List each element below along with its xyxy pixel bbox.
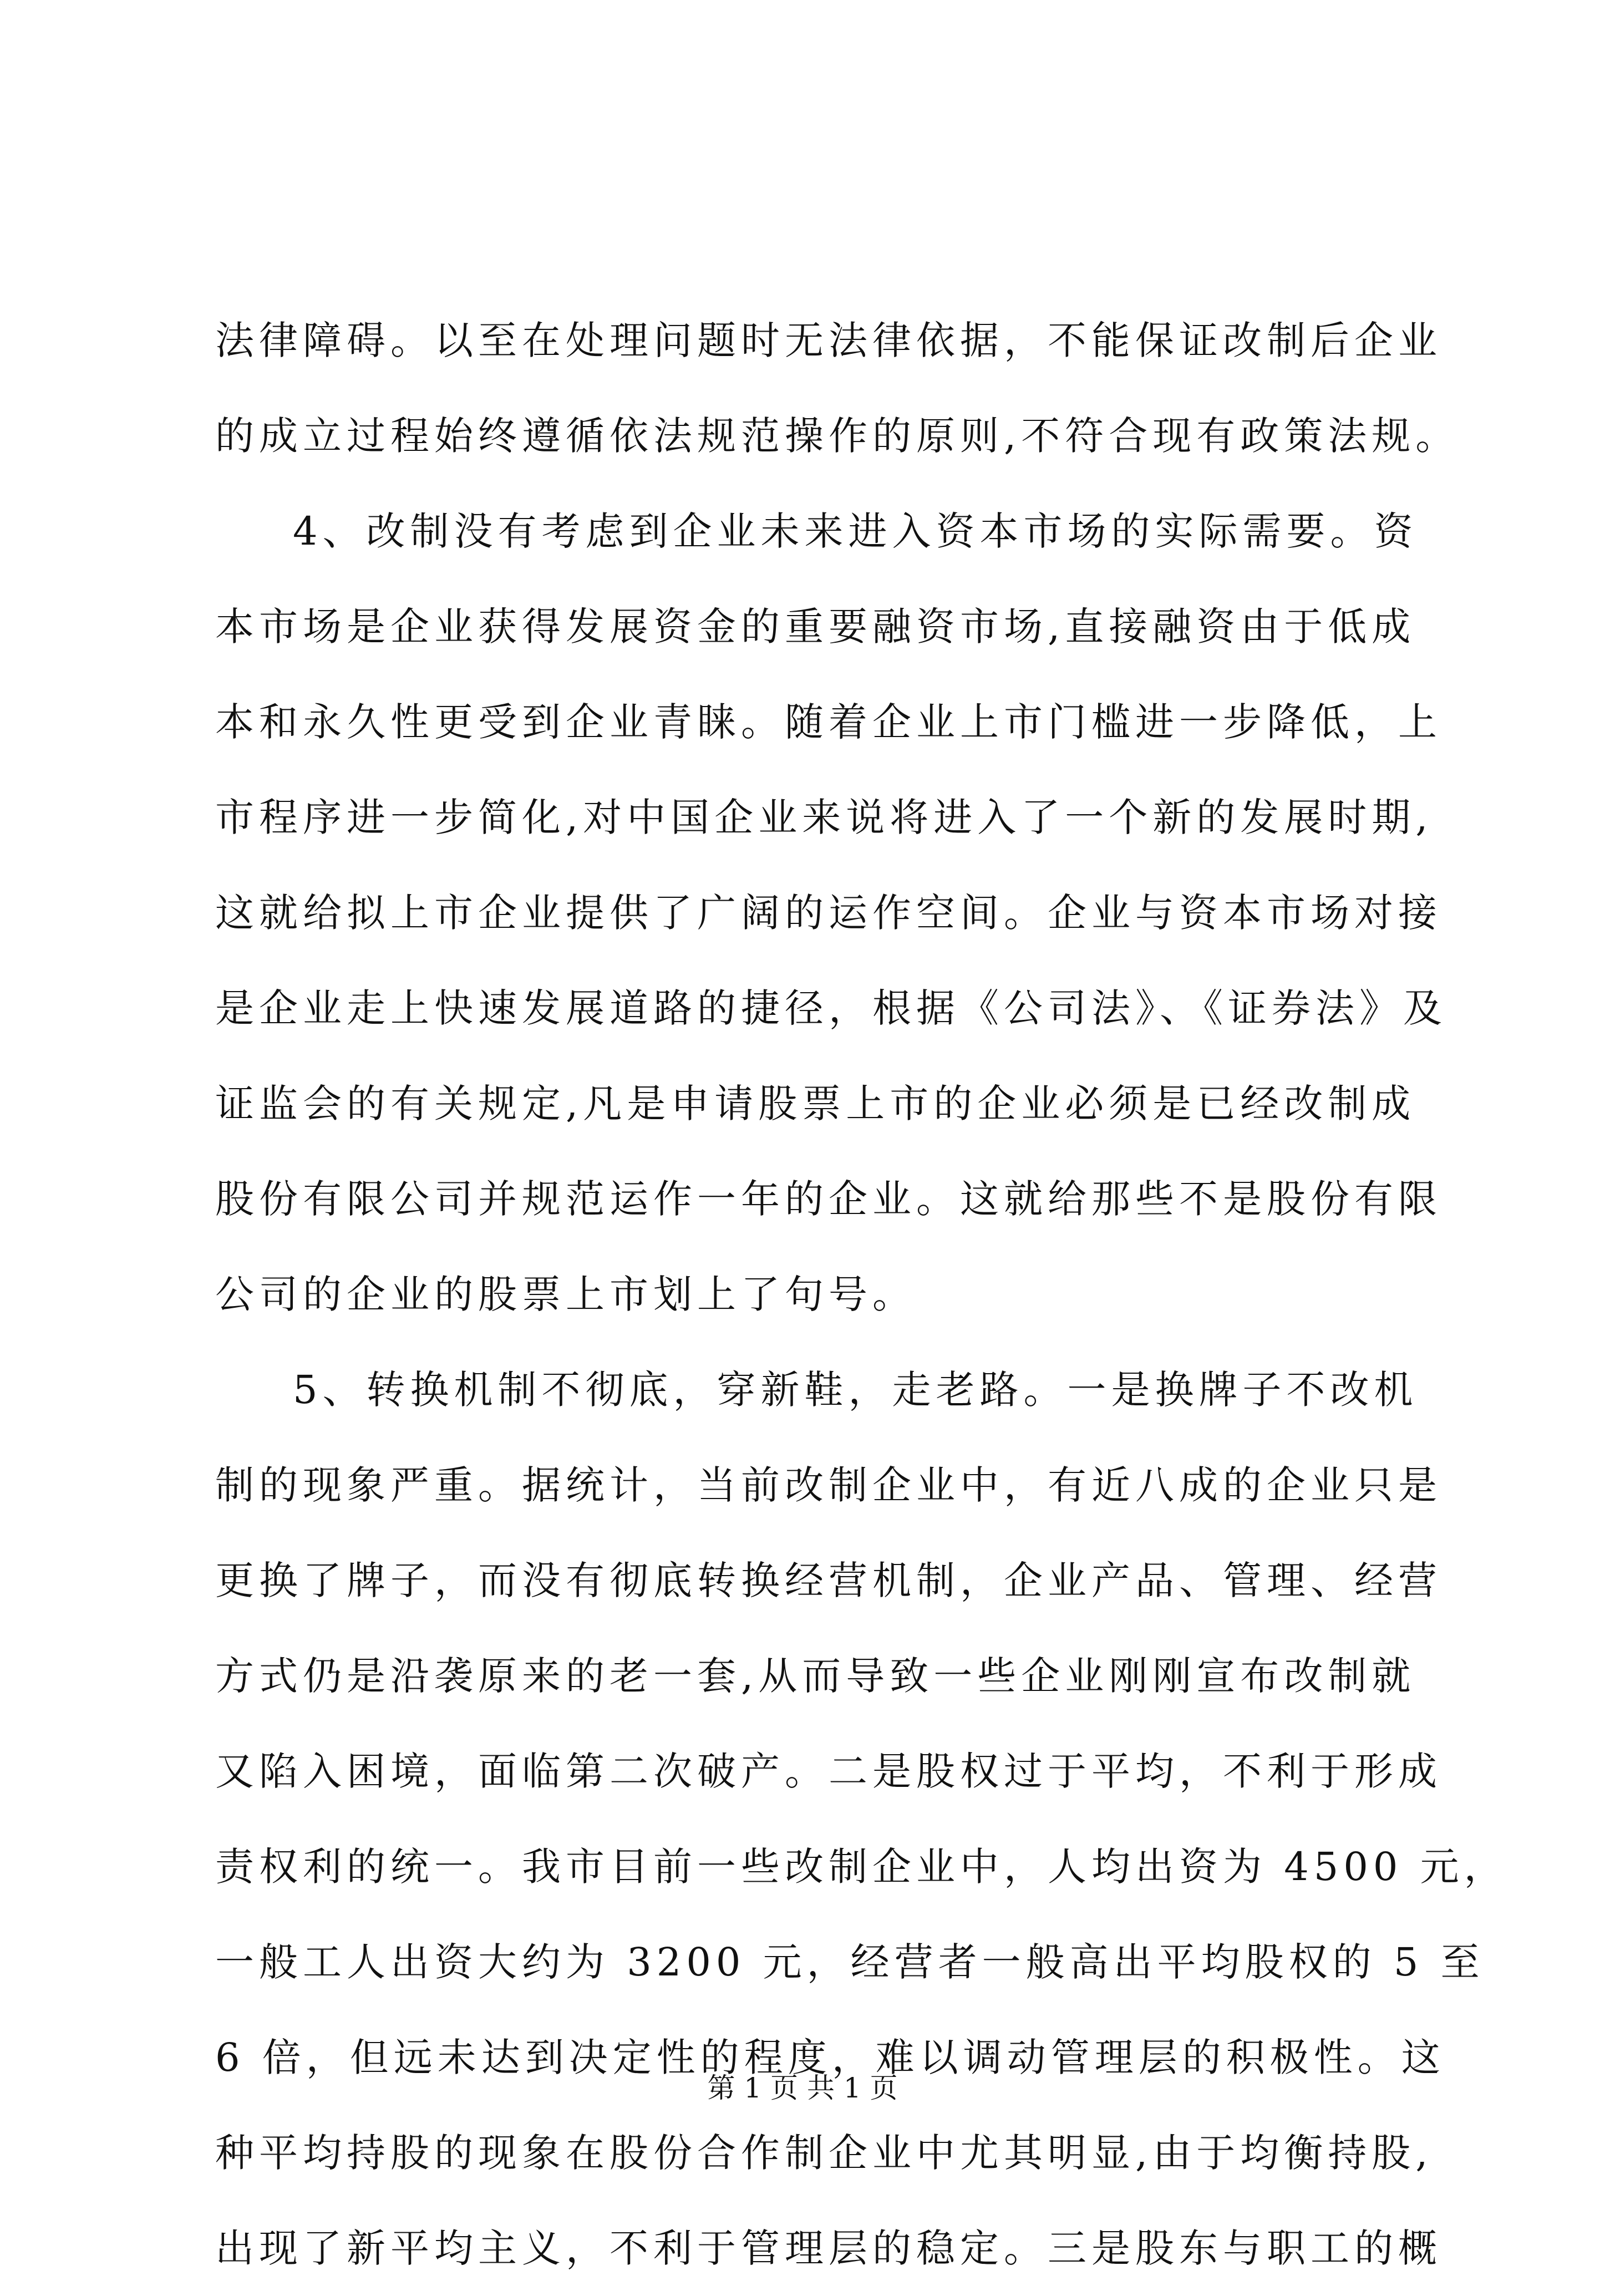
text-line: 本和永久性更受到企业青睐。随着企业上市门槛进一步降低，上 bbox=[215, 699, 1442, 745]
text-line: 是企业走上快速发展道路的捷径，根据《公司法》、《证券法》及 bbox=[215, 986, 1447, 1031]
text-line: 这就给拟上市企业提供了广阔的运作空间。企业与资本市场对接 bbox=[215, 890, 1442, 936]
text-line: 又陷入困境，面临第二次破产。二是股权过于平均，不利于形成 bbox=[215, 1749, 1442, 1794]
text-line: 法律障碍。以至在处理问题时无法律依据，不能保证改制后企业 bbox=[215, 318, 1442, 363]
paragraph-start-line: 4、改制没有考虑到企业未来进入资本市场的实际需要。资 bbox=[293, 509, 1418, 554]
text-line: 方式仍是沿袭原来的老一套,从而导致一些企业刚刚宣布改制就 bbox=[215, 1653, 1416, 1699]
text-line: 制的现象严重。据统计，当前改制企业中，有近八成的企业只是 bbox=[215, 1462, 1442, 1508]
text-line: 本市场是企业获得发展资金的重要融资市场,直接融资由于低成 bbox=[215, 604, 1416, 649]
document-body bbox=[215, 293, 1508, 2296]
text-line: 的成立过程始终遵循依法规范操作的原则,不符合现有政策法规。 bbox=[215, 413, 1460, 459]
text-line: 市程序进一步简化,对中国企业来说将进入了一个新的发展时期, bbox=[215, 795, 1433, 840]
text-line: 更换了牌子，而没有彻底转换经营机制，企业产品、管理、经营 bbox=[215, 1558, 1442, 1603]
text-line: 公司的企业的股票上市划上了句号。 bbox=[215, 1272, 916, 1317]
text-line: 股份有限公司并规范运作一年的企业。这就给那些不是股份有限 bbox=[215, 1176, 1442, 1222]
text-line: 证监会的有关规定,凡是申请股票上市的企业必须是已经改制成 bbox=[215, 1081, 1416, 1126]
text-line: 责权利的统一。我市目前一些改制企业中，人均出资为 4500 元， bbox=[215, 1844, 1508, 1889]
paragraph-start-line: 5、转换机制不彻底，穿新鞋，走老路。一是换牌子不改机 bbox=[293, 1367, 1418, 1413]
text-line: 种平均持股的现象在股份合作制企业中尤其明显,由于均衡持股, bbox=[215, 2130, 1433, 2176]
text-line: 出现了新平均主义，不利于管理层的稳定。三是股东与职工的概 bbox=[215, 2226, 1442, 2271]
text-line: 6 倍，但远未达到决定性的程度，难以调动管理层的积极性。这 bbox=[215, 2035, 1445, 2080]
text-line: 一般工人出资大约为 3200 元，经营者一般高出平均股权的 5 至 bbox=[215, 1939, 1485, 1985]
page-footer: 第 1 页 共 1 页 bbox=[707, 2072, 898, 2104]
